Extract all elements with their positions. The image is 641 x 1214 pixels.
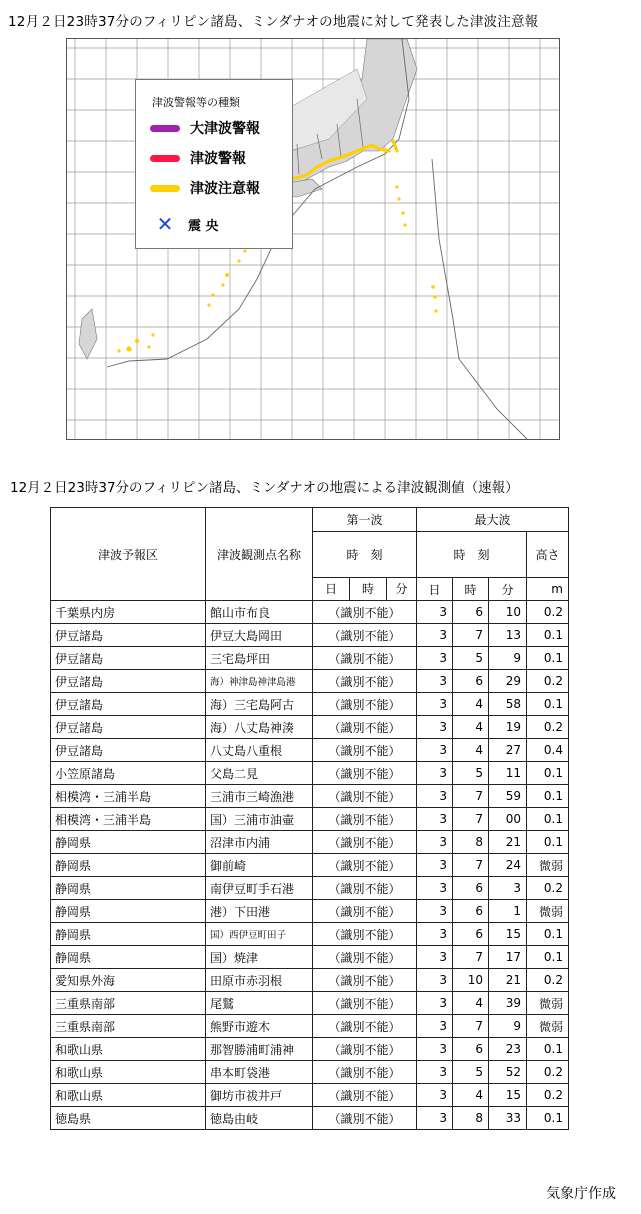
header-max-wave: 最大波 <box>417 508 569 532</box>
station-cell: 田原市赤羽根 <box>206 969 313 992</box>
table-row <box>51 946 569 969</box>
yellow-line-icon <box>150 185 180 192</box>
max-hour-cell: 6 <box>453 877 489 900</box>
first-wave-cell: （識別不能） <box>313 808 417 831</box>
region-cell: 三重県南部 <box>51 1015 206 1038</box>
table-row <box>51 693 569 716</box>
first-wave-cell: （識別不能） <box>313 946 417 969</box>
station-cell: 八丈島八重根 <box>206 739 313 762</box>
region-cell: 静岡県 <box>51 900 206 923</box>
first-wave-cell: （識別不能） <box>313 670 417 693</box>
first-wave-cell: （識別不能） <box>313 900 417 923</box>
first-wave-cell: （識別不能） <box>313 969 417 992</box>
map-title: 12月２日23時37分のフィリピン諸島、ミンダナオの地震に対して発表した津波注意報 <box>8 14 539 30</box>
station-cell: 父島二見 <box>206 762 313 785</box>
max-day-cell: 3 <box>417 716 453 739</box>
max-minute-cell: 21 <box>489 831 527 854</box>
max-minute-cell: 9 <box>489 1015 527 1038</box>
max-height-cell: 0.2 <box>527 716 569 739</box>
table-body <box>51 601 569 1130</box>
observation-table <box>50 507 569 1130</box>
max-day-cell: 3 <box>417 785 453 808</box>
region-cell: 三重県南部 <box>51 992 206 1015</box>
max-minute-cell: 15 <box>489 923 527 946</box>
station-cell: 海）八丈島神湊 <box>206 716 313 739</box>
max-hour-cell: 7 <box>453 1015 489 1038</box>
table-row <box>51 1084 569 1107</box>
max-height-cell: 0.1 <box>527 923 569 946</box>
header-max-time: 時 刻 <box>417 532 527 578</box>
header-height: 高さ <box>527 532 569 578</box>
max-height-cell: 0.1 <box>527 831 569 854</box>
region-cell: 静岡県 <box>51 854 206 877</box>
first-wave-cell: （識別不能） <box>313 647 417 670</box>
first-wave-cell: （識別不能） <box>313 601 417 624</box>
station-cell: 沼津市内浦 <box>206 831 313 854</box>
max-hour-cell: 6 <box>453 900 489 923</box>
max-day-cell: 3 <box>417 1038 453 1061</box>
max-minute-cell: 27 <box>489 739 527 762</box>
max-day-cell: 3 <box>417 877 453 900</box>
max-height-cell: 0.2 <box>527 670 569 693</box>
max-day-cell: 3 <box>417 739 453 762</box>
station-cell: 館山市布良 <box>206 601 313 624</box>
region-cell: 千葉県内房 <box>51 601 206 624</box>
table-row <box>51 831 569 854</box>
max-height-cell: 0.4 <box>527 739 569 762</box>
first-wave-cell: （識別不能） <box>313 831 417 854</box>
table-row <box>51 923 569 946</box>
table-row <box>51 877 569 900</box>
first-wave-cell: （識別不能） <box>313 739 417 762</box>
header-first-day: 日 <box>313 578 350 600</box>
max-minute-cell: 11 <box>489 762 527 785</box>
footer-credit: 気象庁作成 <box>546 1186 616 1202</box>
max-hour-cell: 6 <box>453 923 489 946</box>
max-hour-cell: 4 <box>453 693 489 716</box>
station-cell: 国）焼津 <box>206 946 313 969</box>
table-row <box>51 1038 569 1061</box>
region-cell: 愛知県外海 <box>51 969 206 992</box>
max-minute-cell: 10 <box>489 601 527 624</box>
max-hour-cell: 7 <box>453 854 489 877</box>
header-first-wave: 第一波 <box>313 508 417 532</box>
max-day-cell: 3 <box>417 946 453 969</box>
max-day-cell: 3 <box>417 601 453 624</box>
legend-label: 大津波警報 <box>190 121 260 137</box>
legend-label: 震 央 <box>188 218 219 234</box>
max-minute-cell: 19 <box>489 716 527 739</box>
red-line-icon <box>150 155 180 162</box>
max-height-cell: 0.2 <box>527 877 569 900</box>
first-wave-cell: （識別不能） <box>313 1084 417 1107</box>
max-minute-cell: 23 <box>489 1038 527 1061</box>
max-day-cell: 3 <box>417 1084 453 1107</box>
table-row <box>51 670 569 693</box>
region-cell: 伊豆諸島 <box>51 670 206 693</box>
max-hour-cell: 7 <box>453 808 489 831</box>
max-day-cell: 3 <box>417 647 453 670</box>
region-cell: 静岡県 <box>51 923 206 946</box>
tsunami-map <box>66 38 560 440</box>
region-cell: 小笠原諸島 <box>51 762 206 785</box>
first-wave-cell: （識別不能） <box>313 923 417 946</box>
max-height-cell: 微弱 <box>527 854 569 877</box>
max-height-cell: 0.2 <box>527 969 569 992</box>
max-minute-cell: 15 <box>489 1084 527 1107</box>
max-height-cell: 微弱 <box>527 992 569 1015</box>
max-minute-cell: 3 <box>489 877 527 900</box>
header-hour: 時 <box>453 578 489 601</box>
first-wave-cell: （識別不能） <box>313 992 417 1015</box>
header-first-hour: 時 <box>350 578 387 600</box>
max-minute-cell: 59 <box>489 785 527 808</box>
region-cell: 静岡県 <box>51 877 206 900</box>
header-station: 津波観測点名称 <box>206 508 313 601</box>
max-hour-cell: 7 <box>453 785 489 808</box>
legend-item-epicenter <box>150 214 219 234</box>
max-minute-cell: 13 <box>489 624 527 647</box>
max-height-cell: 0.1 <box>527 762 569 785</box>
max-height-cell: 0.2 <box>527 1061 569 1084</box>
legend-item-major-tsunami-warning <box>150 118 260 138</box>
header-minute: 分 <box>489 578 527 601</box>
max-minute-cell: 33 <box>489 1107 527 1130</box>
first-wave-cell: （識別不能） <box>313 854 417 877</box>
station-cell: 三浦市三崎漁港 <box>206 785 313 808</box>
station-cell: 尾鷲 <box>206 992 313 1015</box>
max-hour-cell: 4 <box>453 739 489 762</box>
table-row <box>51 808 569 831</box>
legend-label: 津波注意報 <box>190 181 260 197</box>
max-height-cell: 0.2 <box>527 601 569 624</box>
first-wave-cell: （識別不能） <box>313 762 417 785</box>
first-wave-cell: （識別不能） <box>313 716 417 739</box>
station-cell: 南伊豆町手石港 <box>206 877 313 900</box>
station-cell: 御坊市祓井戸 <box>206 1084 313 1107</box>
table-title: 12月２日23時37分のフィリピン諸島、ミンダナオの地震による津波観測値（速報） <box>10 480 519 496</box>
max-hour-cell: 8 <box>453 831 489 854</box>
max-day-cell: 3 <box>417 624 453 647</box>
region-cell: 和歌山県 <box>51 1084 206 1107</box>
max-height-cell: 0.1 <box>527 624 569 647</box>
max-hour-cell: 4 <box>453 716 489 739</box>
region-cell: 伊豆諸島 <box>51 647 206 670</box>
max-height-cell: 0.1 <box>527 785 569 808</box>
taiwan <box>79 309 97 359</box>
table-row <box>51 900 569 923</box>
header-first-time: 時 刻 <box>313 532 417 578</box>
max-minute-cell: 17 <box>489 946 527 969</box>
max-day-cell: 3 <box>417 1107 453 1130</box>
max-height-cell: 0.2 <box>527 1084 569 1107</box>
max-hour-cell: 6 <box>453 1038 489 1061</box>
region-cell: 和歌山県 <box>51 1038 206 1061</box>
table-row <box>51 762 569 785</box>
legend-item-tsunami-advisory <box>150 178 260 198</box>
first-wave-cell: （識別不能） <box>313 1038 417 1061</box>
first-wave-cell: （識別不能） <box>313 877 417 900</box>
max-day-cell: 3 <box>417 992 453 1015</box>
table-row <box>51 1061 569 1084</box>
legend-item-tsunami-warning <box>150 148 246 168</box>
epicenter-cross-icon: ✕ <box>156 212 174 236</box>
table-row <box>51 601 569 624</box>
station-cell: 三宅島坪田 <box>206 647 313 670</box>
region-cell: 和歌山県 <box>51 1061 206 1084</box>
max-height-cell: 0.1 <box>527 1107 569 1130</box>
station-cell: 徳島由岐 <box>206 1107 313 1130</box>
table-row <box>51 624 569 647</box>
table-row <box>51 992 569 1015</box>
max-day-cell: 3 <box>417 923 453 946</box>
max-minute-cell: 58 <box>489 693 527 716</box>
max-minute-cell: 52 <box>489 1061 527 1084</box>
max-minute-cell: 39 <box>489 992 527 1015</box>
first-wave-cell: （識別不能） <box>313 624 417 647</box>
region-cell: 伊豆諸島 <box>51 739 206 762</box>
max-minute-cell: 21 <box>489 969 527 992</box>
header-region: 津波予報区 <box>51 508 206 601</box>
region-cell: 静岡県 <box>51 946 206 969</box>
header-first-minute: 分 <box>395 582 408 596</box>
max-height-cell: 0.1 <box>527 808 569 831</box>
region-cell: 伊豆諸島 <box>51 624 206 647</box>
purple-line-icon <box>150 125 180 132</box>
station-cell: 熊野市遊木 <box>206 1015 313 1038</box>
max-day-cell: 3 <box>417 670 453 693</box>
header-first-dhm <box>313 578 417 601</box>
max-day-cell: 3 <box>417 1015 453 1038</box>
station-cell: 国）三浦市油壷 <box>206 808 313 831</box>
max-hour-cell: 5 <box>453 1061 489 1084</box>
region-cell: 静岡県 <box>51 831 206 854</box>
legend-title: 津波警報等の種類 <box>152 96 240 109</box>
station-cell: 港）下田港 <box>206 900 313 923</box>
region-cell: 伊豆諸島 <box>51 716 206 739</box>
station-cell: 那智勝浦町浦神 <box>206 1038 313 1061</box>
header-meter: m <box>527 578 569 601</box>
table-row <box>51 969 569 992</box>
max-minute-cell: 29 <box>489 670 527 693</box>
table-row <box>51 739 569 762</box>
map-legend <box>135 79 293 249</box>
region-cell: 相模湾・三浦半島 <box>51 808 206 831</box>
region-cell: 徳島県 <box>51 1107 206 1130</box>
first-wave-cell: （識別不能） <box>313 1107 417 1130</box>
max-day-cell: 3 <box>417 969 453 992</box>
max-minute-cell: 00 <box>489 808 527 831</box>
first-wave-cell: （識別不能） <box>313 693 417 716</box>
max-minute-cell: 9 <box>489 647 527 670</box>
max-day-cell: 3 <box>417 808 453 831</box>
max-hour-cell: 6 <box>453 601 489 624</box>
station-cell: 国）西伊豆町田子 <box>206 923 313 946</box>
region-cell: 相模湾・三浦半島 <box>51 785 206 808</box>
max-day-cell: 3 <box>417 693 453 716</box>
max-height-cell: 0.1 <box>527 647 569 670</box>
max-height-cell: 0.1 <box>527 946 569 969</box>
station-cell: 海）三宅島阿古 <box>206 693 313 716</box>
table-row <box>51 647 569 670</box>
station-cell: 伊豆大島岡田 <box>206 624 313 647</box>
max-day-cell: 3 <box>417 900 453 923</box>
max-hour-cell: 7 <box>453 946 489 969</box>
max-height-cell: 微弱 <box>527 900 569 923</box>
table-row <box>51 1107 569 1130</box>
max-hour-cell: 4 <box>453 1084 489 1107</box>
max-minute-cell: 1 <box>489 900 527 923</box>
table-row <box>51 1015 569 1038</box>
max-height-cell: 0.1 <box>527 693 569 716</box>
max-day-cell: 3 <box>417 831 453 854</box>
max-day-cell: 3 <box>417 762 453 785</box>
max-hour-cell: 10 <box>453 969 489 992</box>
station-cell: 串本町袋港 <box>206 1061 313 1084</box>
max-day-cell: 3 <box>417 854 453 877</box>
table-row <box>51 716 569 739</box>
max-hour-cell: 6 <box>453 670 489 693</box>
max-hour-cell: 5 <box>453 647 489 670</box>
table-row <box>51 785 569 808</box>
first-wave-cell: （識別不能） <box>313 1015 417 1038</box>
header-day: 日 <box>417 578 453 601</box>
max-minute-cell: 24 <box>489 854 527 877</box>
table-row <box>51 854 569 877</box>
first-wave-cell: （識別不能） <box>313 785 417 808</box>
legend-label: 津波警報 <box>190 151 246 167</box>
first-wave-cell: （識別不能） <box>313 1061 417 1084</box>
station-cell: 御前崎 <box>206 854 313 877</box>
max-height-cell: 微弱 <box>527 1015 569 1038</box>
max-hour-cell: 4 <box>453 992 489 1015</box>
max-hour-cell: 7 <box>453 624 489 647</box>
region-cell: 伊豆諸島 <box>51 693 206 716</box>
max-hour-cell: 5 <box>453 762 489 785</box>
max-day-cell: 3 <box>417 1061 453 1084</box>
max-hour-cell: 8 <box>453 1107 489 1130</box>
max-height-cell: 0.1 <box>527 1038 569 1061</box>
station-cell: 海）神津島神津島港 <box>206 670 313 693</box>
